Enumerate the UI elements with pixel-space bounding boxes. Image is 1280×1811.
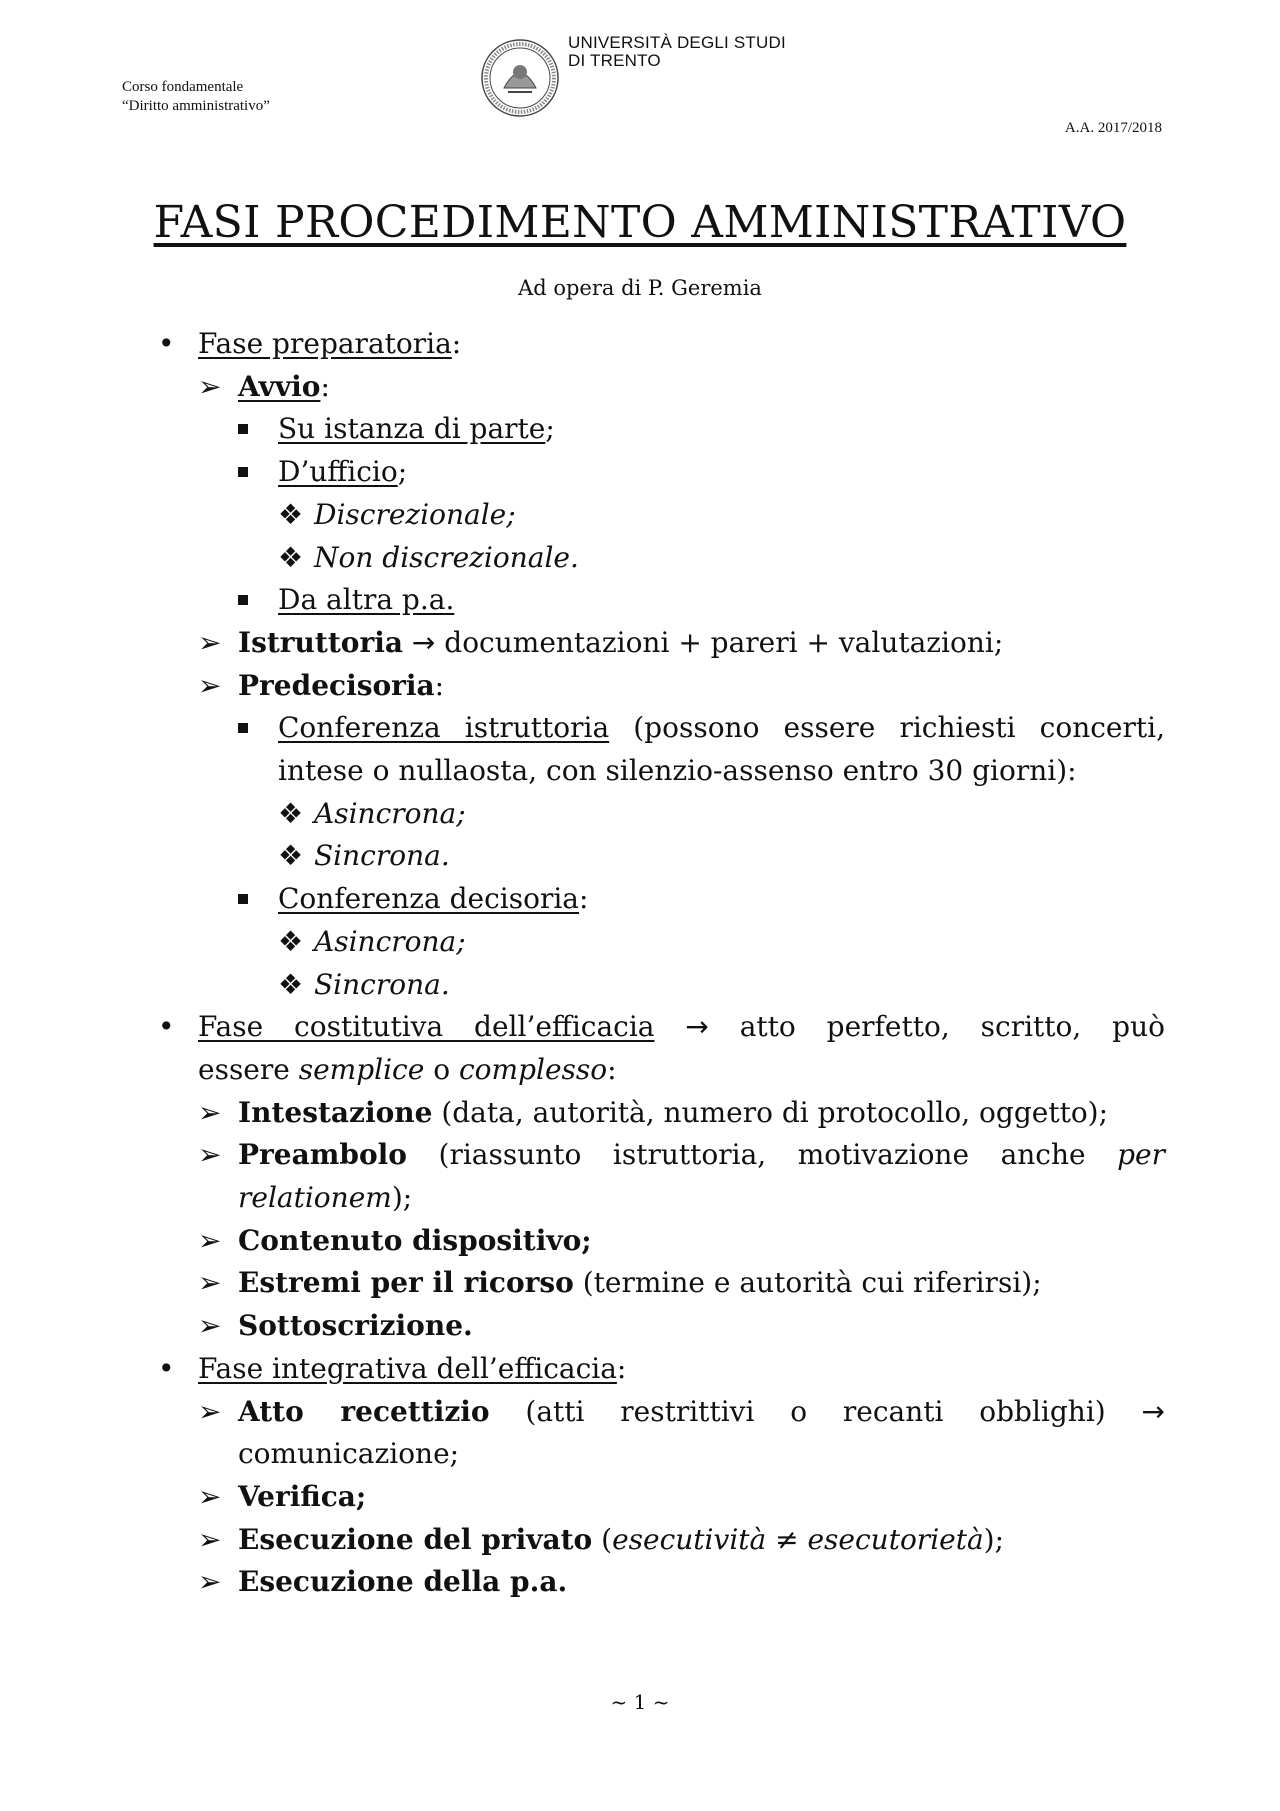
- arrowhead-bullet-icon: ➢: [198, 369, 222, 403]
- list-item: [158, 793, 1165, 836]
- list-item: [158, 1561, 1165, 1604]
- arrowhead-bullet-icon: ➢: [198, 1479, 222, 1513]
- list-item: [158, 1006, 1165, 1049]
- page-title: FASI PROCEDIMENTO AMMINISTRATIVO: [153, 197, 1127, 248]
- arrowhead-bullet-icon: ➢: [198, 1394, 222, 1428]
- item-text: comunicazione;: [238, 1437, 460, 1471]
- item-text: documentazioni + pareri + valutazioni;: [444, 625, 1004, 659]
- list-item: • Fase integrativa dell’efficacia:: [158, 1348, 1165, 1391]
- list-item: [158, 494, 1165, 537]
- list-item: • Fase preparatoria:: [158, 323, 1165, 366]
- list-item: [158, 1305, 1165, 1348]
- list-item: [158, 579, 1165, 622]
- item-label: Conferenza decisoria: [278, 882, 579, 916]
- arrowhead-bullet-icon: ➢: [198, 1522, 222, 1556]
- square-bullet-icon: [238, 707, 248, 750]
- university-name: [568, 34, 786, 70]
- diamond-bullet-icon: ❖: [278, 796, 304, 830]
- list-item: ➢ Predecisoria:: [158, 665, 1165, 708]
- arrowhead-bullet-icon: ➢: [198, 668, 222, 702]
- list-item-continuation: [158, 750, 1165, 793]
- list-item: [158, 1262, 1165, 1305]
- square-bullet-icon: [238, 579, 248, 622]
- item-label: Su istanza di parte: [278, 412, 546, 446]
- arrowhead-bullet-icon: ➢: [198, 1266, 222, 1300]
- list-item: ➢ Esecuzione del privato (esecutività ≠ esecutorietà);: [158, 1519, 1165, 1562]
- item-label: D’ufficio: [278, 455, 398, 489]
- arrowhead-bullet-icon: ➢: [198, 1095, 222, 1129]
- item-text: (termine e autorità cui riferirsi);: [573, 1266, 1042, 1300]
- item-label: Conferenza istruttoria: [278, 711, 610, 745]
- bullet-dot-icon: •: [158, 1010, 175, 1044]
- list-item: [158, 537, 1165, 580]
- item-label: Preambolo: [238, 1138, 407, 1172]
- list-item: Conferenza decisoria:: [158, 878, 1165, 921]
- right-arrow-icon: →: [411, 625, 436, 659]
- item-text: (riassunto istruttoria, motivazione anche: [438, 1138, 1086, 1172]
- course-line-2: “Diritto amministrativo”: [122, 98, 270, 114]
- item-label: Verifica;: [238, 1479, 367, 1513]
- diamond-bullet-icon: ❖: [278, 924, 304, 958]
- bullet-dot-icon: •: [158, 1351, 175, 1385]
- item-text: atto perfetto, scritto, può: [739, 1010, 1165, 1044]
- list-item: [158, 1092, 1165, 1135]
- square-bullet-icon: [238, 451, 248, 494]
- item-text: Discrezionale;: [314, 497, 516, 531]
- course-line-1: Corso fondamentale: [122, 79, 244, 95]
- section-title: Fase costitutiva dell’efficacia: [198, 1010, 655, 1044]
- arrowhead-bullet-icon: ➢: [198, 625, 222, 659]
- item-text: (atti restrittivi o recanti obblighi): [525, 1394, 1106, 1428]
- list-item: ➢ Preambolo (riassunto istruttoria, motivazione anche per: [158, 1134, 1165, 1177]
- university-line-1: UNIVERSITÀ DEGLI STUDI: [568, 33, 786, 52]
- list-item: [158, 835, 1165, 878]
- outline: [158, 323, 1165, 1604]
- diamond-bullet-icon: ❖: [278, 839, 304, 873]
- item-label: Avvio: [238, 369, 321, 403]
- item-label: Sottoscrizione.: [238, 1309, 473, 1343]
- diamond-bullet-icon: ❖: [278, 540, 304, 574]
- diamond-bullet-icon: ❖: [278, 967, 304, 1001]
- square-bullet-icon: [238, 878, 248, 921]
- item-text: Sincrona.: [314, 839, 450, 873]
- bullet-dot-icon: •: [158, 327, 175, 360]
- section-title: Fase integrativa dell’efficacia: [198, 1351, 617, 1385]
- university-seal-icon: [480, 38, 560, 118]
- right-arrow-icon: →: [685, 1010, 709, 1044]
- list-item-continuation: relationem);: [238, 1181, 413, 1215]
- item-label: Esecuzione della p.a.: [238, 1565, 568, 1599]
- item-label: Atto recettizio: [238, 1394, 490, 1428]
- item-label: Intestazione: [238, 1095, 433, 1129]
- item-label: Istruttoria: [238, 625, 403, 659]
- item-text: Asincrona;: [314, 924, 466, 958]
- item-label: Estremi per il ricorso: [238, 1266, 574, 1300]
- list-item: [158, 707, 1165, 750]
- list-item: [158, 622, 1165, 665]
- arrowhead-bullet-icon: ➢: [198, 1138, 222, 1172]
- item-text: intese o nullaosta, con silenzio-assenso entro 30 giorni):: [278, 754, 1077, 788]
- item-text: Asincrona;: [314, 796, 466, 830]
- item-text: (data, autorità, numero di protocollo, oggetto);: [432, 1095, 1109, 1129]
- list-item: Su istanza di parte;: [158, 408, 1165, 451]
- square-bullet-icon: [238, 408, 248, 451]
- list-item: D’ufficio;: [158, 451, 1165, 494]
- list-item: [158, 1391, 1165, 1434]
- course-header: [122, 78, 270, 116]
- arrowhead-bullet-icon: ➢: [198, 1223, 222, 1257]
- item-text: (possono essere richiesti concerti,: [633, 711, 1165, 745]
- item-label: Da altra p.a.: [278, 583, 455, 617]
- item-text: Non discrezionale.: [314, 540, 579, 574]
- item-label: Predecisoria: [238, 668, 435, 702]
- author-line: Ad opera di P. Geremia: [518, 276, 762, 300]
- list-item: ➢ Avvio:: [158, 366, 1165, 409]
- list-item: [158, 964, 1165, 1007]
- item-label: Esecuzione del privato: [238, 1522, 593, 1556]
- section-title: Fase preparatoria: [198, 327, 452, 360]
- diamond-bullet-icon: ❖: [278, 497, 304, 531]
- list-item-continuation: essere semplice o complesso:: [198, 1052, 617, 1086]
- item-text: Sincrona.: [314, 967, 450, 1001]
- list-item: [158, 1220, 1165, 1263]
- list-item-continuation: [158, 1433, 1165, 1476]
- list-item: [158, 921, 1165, 964]
- arrowhead-bullet-icon: ➢: [198, 1309, 222, 1343]
- university-line-2: DI TRENTO: [568, 51, 661, 70]
- page-number: ~ 1 ~: [610, 1690, 670, 1714]
- item-label: Contenuto dispositivo;: [238, 1223, 592, 1257]
- arrowhead-bullet-icon: ➢: [198, 1565, 222, 1599]
- academic-year: A.A. 2017/2018: [1064, 120, 1162, 136]
- list-item: [158, 1476, 1165, 1519]
- right-arrow-icon: →: [1141, 1394, 1165, 1428]
